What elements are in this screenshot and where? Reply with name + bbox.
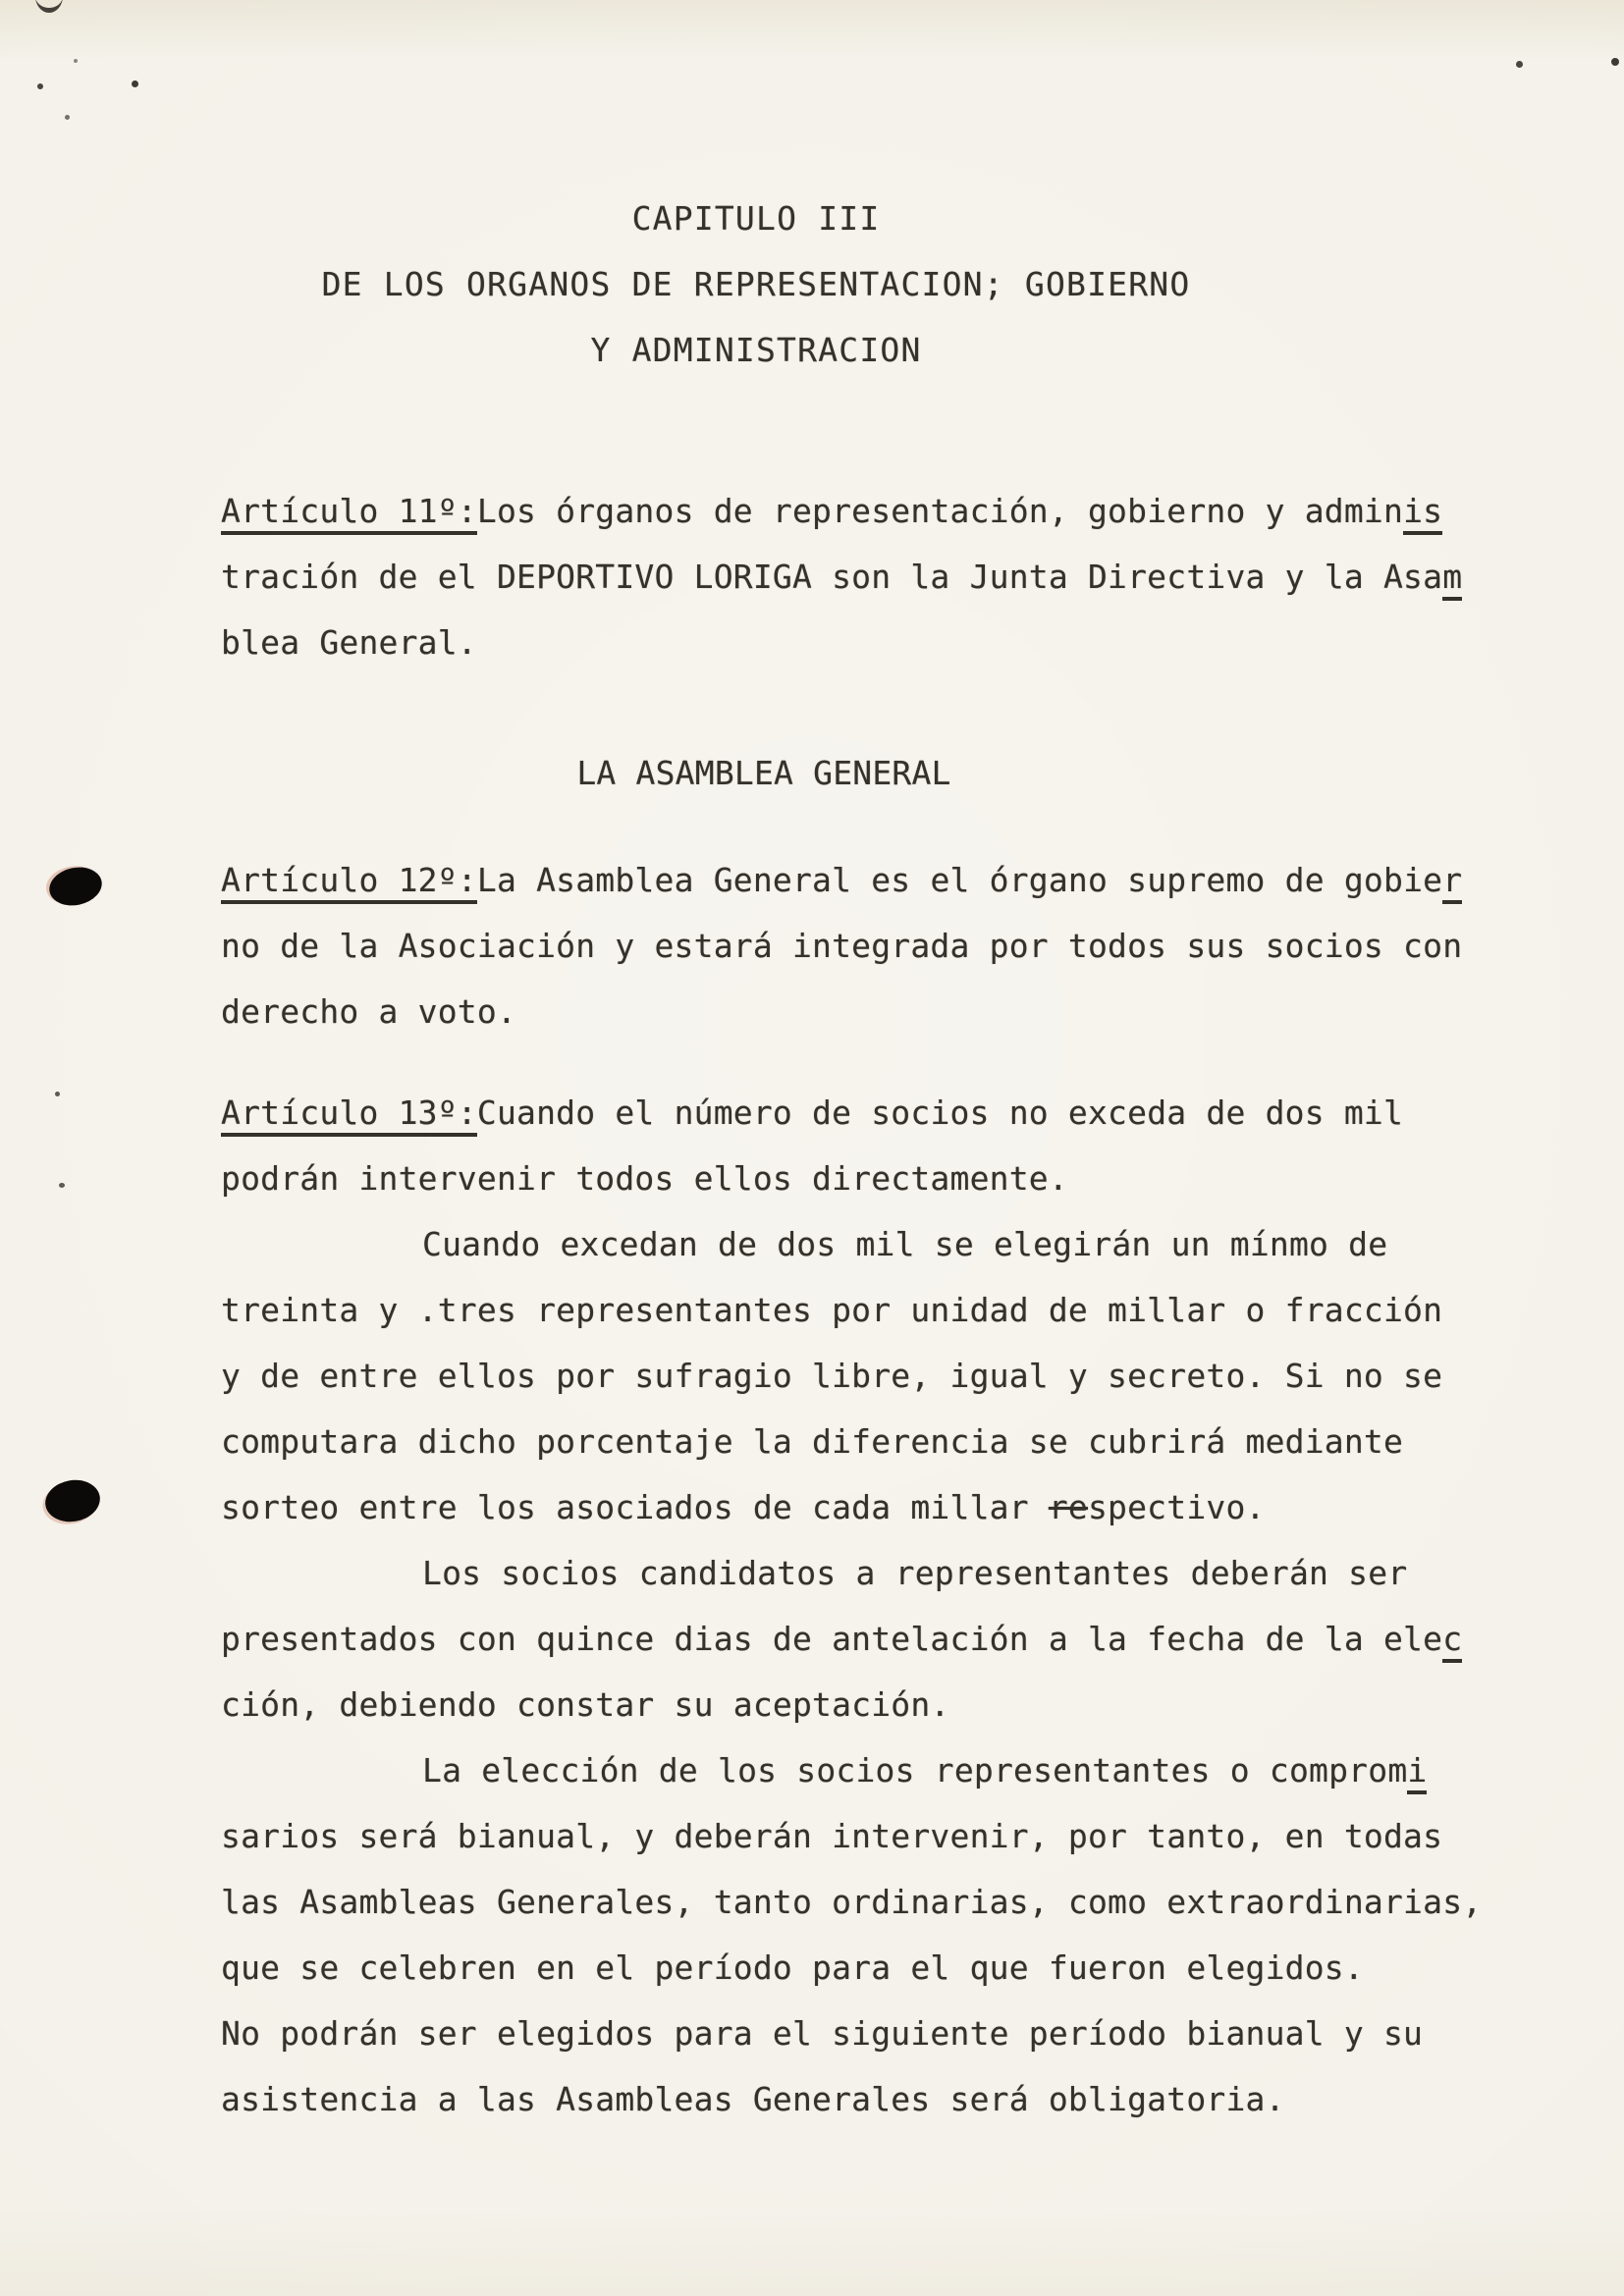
paper-speck bbox=[1516, 61, 1523, 68]
paper-speck bbox=[37, 83, 43, 89]
hyphen-break-underline: m bbox=[1442, 558, 1462, 601]
article-13-text: podrán intervenir todos ellos directamente. bbox=[221, 1159, 1068, 1198]
article-12 bbox=[221, 847, 1624, 1044]
paper-speck bbox=[55, 1092, 60, 1096]
article-13-line1 bbox=[221, 1080, 1624, 1146]
paragraph-line bbox=[221, 1277, 1624, 1343]
paper-speck bbox=[1611, 58, 1619, 66]
paragraph-text: presentados con quince dias de antelación a la fecha de la ele bbox=[221, 1620, 1443, 1658]
hyphen-break-underline: c bbox=[1442, 1620, 1462, 1663]
hyphen-break-underline: is bbox=[1403, 492, 1442, 535]
article-13-paragraph-4 bbox=[221, 1737, 1624, 2132]
paragraph-text: ción, debiendo constar su aceptación. bbox=[221, 1685, 950, 1724]
article-12-label: Artículo 12º: bbox=[221, 861, 477, 904]
paragraph-text: No podrán ser elegidos para el siguiente período bianual y su bbox=[221, 2014, 1424, 2053]
paragraph-line bbox=[221, 1211, 1624, 1277]
article-11-text: blea General. bbox=[221, 623, 477, 662]
hyphen-break-underline: i bbox=[1407, 1751, 1427, 1794]
paragraph-line bbox=[221, 1409, 1624, 1474]
article-13-paragraph-3 bbox=[221, 1540, 1624, 1737]
article-13-label: Artículo 13º: bbox=[221, 1094, 477, 1137]
paragraph-line bbox=[221, 1540, 1624, 1606]
document-body bbox=[221, 478, 1624, 2132]
article-11-text: Los órganos de representación, gobierno y admin bbox=[476, 492, 1404, 530]
paragraph-line bbox=[221, 1343, 1624, 1409]
paragraph-line bbox=[221, 2001, 1624, 2066]
paper-speck bbox=[132, 80, 138, 87]
article-11-text: tración de el DEPORTIVO LORIGA son la Junta Directiva y la Asa bbox=[221, 558, 1443, 596]
chapter-subtitle-line1: DE LOS ORGANOS DE REPRESENTACION; GOBIERNO bbox=[321, 265, 1191, 303]
paragraph-text: La elección de los socios representantes o comprom bbox=[422, 1751, 1408, 1789]
paragraph-line bbox=[221, 1606, 1624, 1672]
paper-speck bbox=[65, 115, 70, 120]
paragraph-line bbox=[221, 2066, 1624, 2132]
article-13 bbox=[221, 1080, 1624, 1211]
struck-out-text: re bbox=[1048, 1488, 1088, 1526]
paragraph-line bbox=[221, 1474, 1624, 1540]
section-heading-text: LA ASAMBLEA GENERAL bbox=[576, 754, 951, 792]
paragraph-text: sarios será bianual, y deberán intervenir, por tanto, en todas bbox=[221, 1817, 1443, 1855]
paragraph-text: computara dicho porcentaje la diferencia se cubrirá mediante bbox=[221, 1422, 1404, 1461]
article-12-text: La Asamblea General es el órgano supremo de gobie bbox=[476, 861, 1443, 899]
paragraph-text: las Asambleas Generales, tanto ordinarias, como extraordinarias, bbox=[221, 1883, 1483, 1921]
paragraph-text: Los socios candidatos a representantes deberán ser bbox=[422, 1554, 1408, 1592]
article-11-line3 bbox=[221, 610, 1624, 675]
paragraph-line bbox=[221, 1737, 1624, 1803]
chapter-subtitle-line2: Y ADMINISTRACION bbox=[590, 331, 922, 369]
article-11 bbox=[221, 478, 1624, 675]
paragraph-text: treinta y .tres representantes por unidad de millar o fracción bbox=[221, 1291, 1443, 1329]
paragraph-text: y de entre ellos por sufragio libre, igual y secreto. Si no se bbox=[221, 1357, 1443, 1395]
article-12-line2 bbox=[221, 913, 1624, 979]
article-13-paragraph-2 bbox=[221, 1211, 1624, 1540]
article-13-line2 bbox=[221, 1146, 1624, 1211]
article-11-line1 bbox=[221, 478, 1624, 544]
article-11-line2 bbox=[221, 544, 1624, 610]
paragraph-text: spectivo. bbox=[1087, 1488, 1266, 1526]
paragraph-text: asistencia a las Asambleas Generales será obligatoria. bbox=[221, 2080, 1285, 2118]
article-12-line1 bbox=[221, 847, 1624, 913]
paragraph-text: Cuando excedan de dos mil se elegirán un mínmo de bbox=[422, 1225, 1388, 1263]
article-12-text: derecho a voto. bbox=[221, 992, 517, 1031]
article-12-line3 bbox=[221, 979, 1624, 1044]
paragraph-line bbox=[221, 1869, 1624, 1935]
article-12-text: no de la Asociación y estará integrada por todos sus socios con bbox=[221, 927, 1463, 965]
section-heading bbox=[0, 740, 1528, 806]
article-13-text: Cuando el número de socios no exceda de dos mil bbox=[476, 1094, 1404, 1132]
paragraph-line bbox=[221, 1935, 1624, 2001]
paragraph-line bbox=[221, 1803, 1624, 1869]
hole-punch-mark-top bbox=[46, 863, 106, 910]
paper-speck bbox=[59, 1183, 65, 1188]
paper-speck bbox=[74, 59, 78, 63]
chapter-heading bbox=[0, 0, 1512, 382]
paragraph-line bbox=[221, 1672, 1624, 1737]
paragraph-text: que se celebren en el período para el que fueron elegidos. bbox=[221, 1949, 1364, 1987]
chapter-title: CAPITULO III bbox=[631, 199, 881, 238]
hole-punch-mark-bottom bbox=[42, 1475, 103, 1525]
paragraph-text: sorteo entre los asociados de cada millar bbox=[221, 1488, 1049, 1526]
article-11-label: Artículo 11º: bbox=[221, 492, 477, 535]
hyphen-break-underline: r bbox=[1442, 861, 1462, 904]
